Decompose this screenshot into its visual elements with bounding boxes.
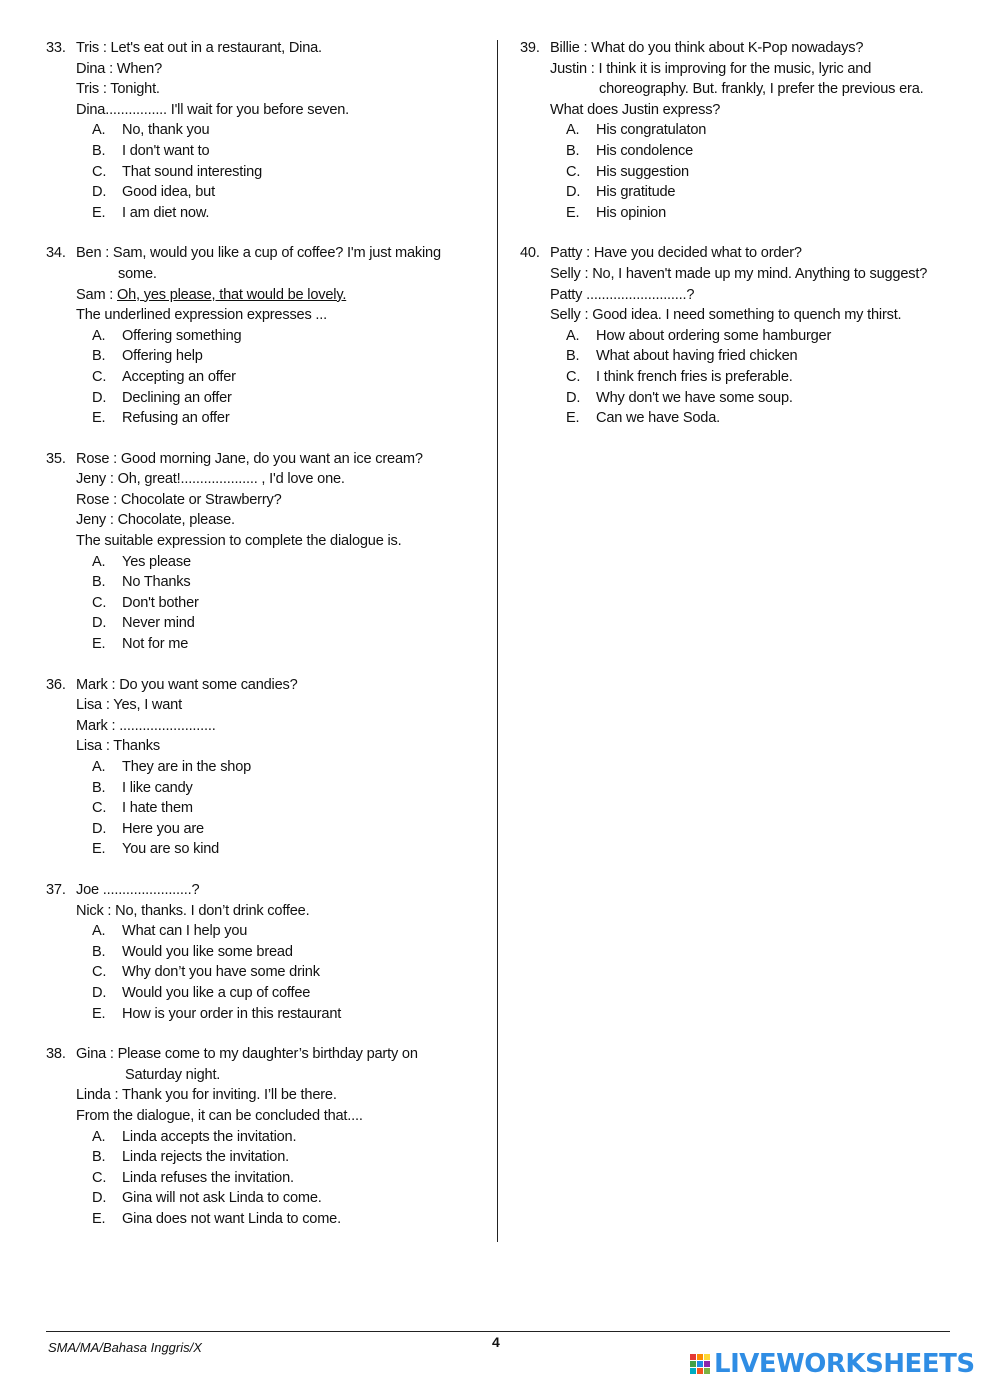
logo-cell [690, 1361, 696, 1367]
dialogue-line: Patty : Have you decided what to order? [550, 245, 802, 262]
question-number: 38. [46, 1046, 66, 1063]
dialogue-line: Nick : No, thanks. I don’t drink coffee. [76, 902, 310, 919]
question-number: 35. [46, 450, 66, 467]
option-b[interactable]: B. Linda rejects the invitation. [92, 1149, 289, 1166]
logo-cell [697, 1368, 703, 1374]
question-number: 34. [46, 245, 66, 262]
logo-cell [704, 1354, 710, 1360]
dialogue-line: Mark : ......................... [76, 717, 216, 734]
option-e[interactable]: E. How is your order in this restaurant [92, 1005, 342, 1022]
liveworksheets-brand[interactable] [690, 1349, 975, 1379]
question-number: 37. [46, 881, 66, 898]
dialogue-line-cont: choreography. But. frankly, I prefer the previous era. [599, 81, 924, 98]
footer-rule [46, 1331, 950, 1332]
question-38 [46, 1044, 476, 1229]
option-b[interactable]: B. I like candy [92, 779, 193, 796]
option-e[interactable]: E. I am diet now. [92, 204, 210, 221]
option-c[interactable]: C. His suggestion [566, 163, 689, 180]
option-c[interactable]: C. Why don’t you have some drink [92, 964, 320, 981]
option-b[interactable]: B. What about having fried chicken [566, 348, 798, 365]
option-c[interactable]: C. I think french fries is preferable. [566, 368, 793, 385]
dialogue-line: Ben : Sam, would you like a cup of coffee? I'm just making [76, 245, 441, 262]
option-a[interactable]: A. What can I help you [92, 923, 248, 940]
dialogue-line-cont: Saturday night. [125, 1066, 221, 1083]
option-e[interactable]: E. You are so kind [92, 841, 220, 858]
option-e[interactable]: E. Not for me [92, 636, 189, 653]
dialogue-line-cont: some. [118, 265, 157, 282]
question-number: 39. [520, 40, 540, 56]
option-d[interactable]: D. Would you like a cup of coffee [92, 984, 311, 1001]
option-d[interactable]: D. Never mind [92, 615, 195, 632]
liveworksheets-logo-icon [690, 1354, 710, 1374]
column-divider [497, 40, 498, 1242]
logo-cell [704, 1368, 710, 1374]
dialogue-line: Gina : Please come to my daughter’s birthday party on [76, 1046, 418, 1063]
option-d[interactable]: D. Why don't we have some soup. [566, 389, 793, 406]
logo-cell [690, 1368, 696, 1374]
option-c[interactable]: C. Don't bother [92, 594, 199, 611]
left-column [46, 38, 476, 1229]
option-e[interactable]: E. Gina does not want Linda to come. [92, 1210, 341, 1227]
dialogue-line: Justin : I think it is improving for the music, lyric and [550, 60, 872, 77]
option-b[interactable]: B. I don't want to [92, 142, 210, 159]
question-34 [46, 243, 476, 428]
option-d[interactable]: D. Gina will not ask Linda to come. [92, 1190, 322, 1207]
dialogue-line: Selly : Good idea. I need something to quench my thirst. [550, 307, 902, 324]
dialogue-line: Mark : Do you want some candies? [76, 676, 298, 693]
option-b[interactable]: B. Offering help [92, 348, 203, 365]
option-a[interactable]: A. Linda accepts the invitation. [92, 1128, 297, 1145]
logo-cell [697, 1361, 703, 1367]
right-column [520, 38, 960, 429]
question-number: 33. [46, 40, 66, 56]
dialogue-line: Lisa : Yes, I want [76, 697, 182, 714]
option-a[interactable]: A. Yes please [92, 553, 191, 570]
dialogue-line: Rose : Chocolate or Strawberry? [76, 491, 282, 508]
option-c[interactable]: C. Linda refuses the invitation. [92, 1169, 294, 1186]
question-prompt: The suitable expression to complete the dialogue is. [76, 533, 402, 550]
option-c[interactable]: C. That sound interesting [92, 163, 263, 180]
dialogue-line: Sam : Oh, yes please, that would be lovely. [76, 286, 347, 303]
option-a[interactable]: A. Offering something [92, 327, 242, 344]
option-e[interactable]: E. Can we have Soda. [566, 410, 720, 427]
dialogue-line: Tris : Let's eat out in a restaurant, Dina. [76, 40, 322, 56]
dialogue-line: Dina : When? [76, 60, 163, 77]
question-36 [46, 675, 476, 860]
page-number: 4 [492, 1334, 500, 1350]
option-d[interactable]: D. His gratitude [566, 184, 676, 201]
question-prompt: From the dialogue, it can be concluded that.... [76, 1107, 363, 1124]
logo-cell [690, 1354, 696, 1360]
dialogue-line: Rose : Good morning Jane, do you want an ice cream? [76, 450, 423, 467]
question-prompt: What does Justin express? [550, 101, 721, 118]
option-a[interactable]: A. How about ordering some hamburger [566, 327, 832, 344]
dialogue-line: Dina................ I'll wait for you before seven. [76, 101, 350, 118]
underlined-expression: Oh, yes please, that would be lovely. [116, 286, 347, 303]
dialogue-line: Tris : Tonight. [76, 81, 160, 98]
dialogue-line: Lisa : Thanks [76, 738, 160, 755]
question-33 [46, 38, 476, 223]
option-d[interactable]: D. Good idea, but [92, 184, 215, 201]
question-prompt: The underlined expression expresses ... [76, 307, 327, 324]
option-e[interactable]: E. Refusing an offer [92, 410, 230, 427]
option-a[interactable]: A. No, thank you [92, 122, 210, 139]
question-number: 40. [520, 245, 540, 262]
dialogue-line: Jeny : Oh, great!.................... , I'd love one. [76, 471, 345, 488]
option-c[interactable]: C. I hate them [92, 800, 193, 817]
option-a[interactable]: A. They are in the shop [92, 759, 252, 775]
option-b[interactable]: B. Would you like some bread [92, 943, 293, 960]
logo-cell [704, 1361, 710, 1367]
dialogue-line: Billie : What do you think about K-Pop nowadays? [550, 40, 864, 56]
option-b[interactable]: B. His condolence [566, 142, 693, 159]
option-d[interactable]: D. Here you are [92, 820, 204, 837]
option-d[interactable]: D. Declining an offer [92, 389, 232, 406]
option-c[interactable]: C. Accepting an offer [92, 368, 236, 385]
dialogue-line: Patty ..........................? [550, 286, 695, 303]
question-35 [46, 449, 476, 655]
footer-course-label: SMA/MA/Bahasa Inggris/X [48, 1340, 202, 1355]
dialogue-line: Linda : Thank you for inviting. I’ll be there. [76, 1087, 337, 1104]
dialogue-line: Selly : No, I haven't made up my mind. Anything to suggest? [550, 265, 928, 282]
option-a[interactable]: A. His congratulaton [566, 122, 707, 139]
dialogue-line: Joe .......................? [76, 881, 200, 898]
option-e[interactable]: E. His opinion [566, 204, 666, 221]
question-37 [46, 880, 476, 1024]
brand-name: LIVEWORKSHEETS [714, 1349, 975, 1379]
question-number: 36. [46, 676, 66, 693]
question-40 [520, 243, 960, 428]
dialogue-line: Jeny : Chocolate, please. [76, 512, 235, 529]
question-39 [520, 38, 960, 223]
logo-cell [697, 1354, 703, 1360]
option-b[interactable]: B. No Thanks [92, 574, 191, 591]
